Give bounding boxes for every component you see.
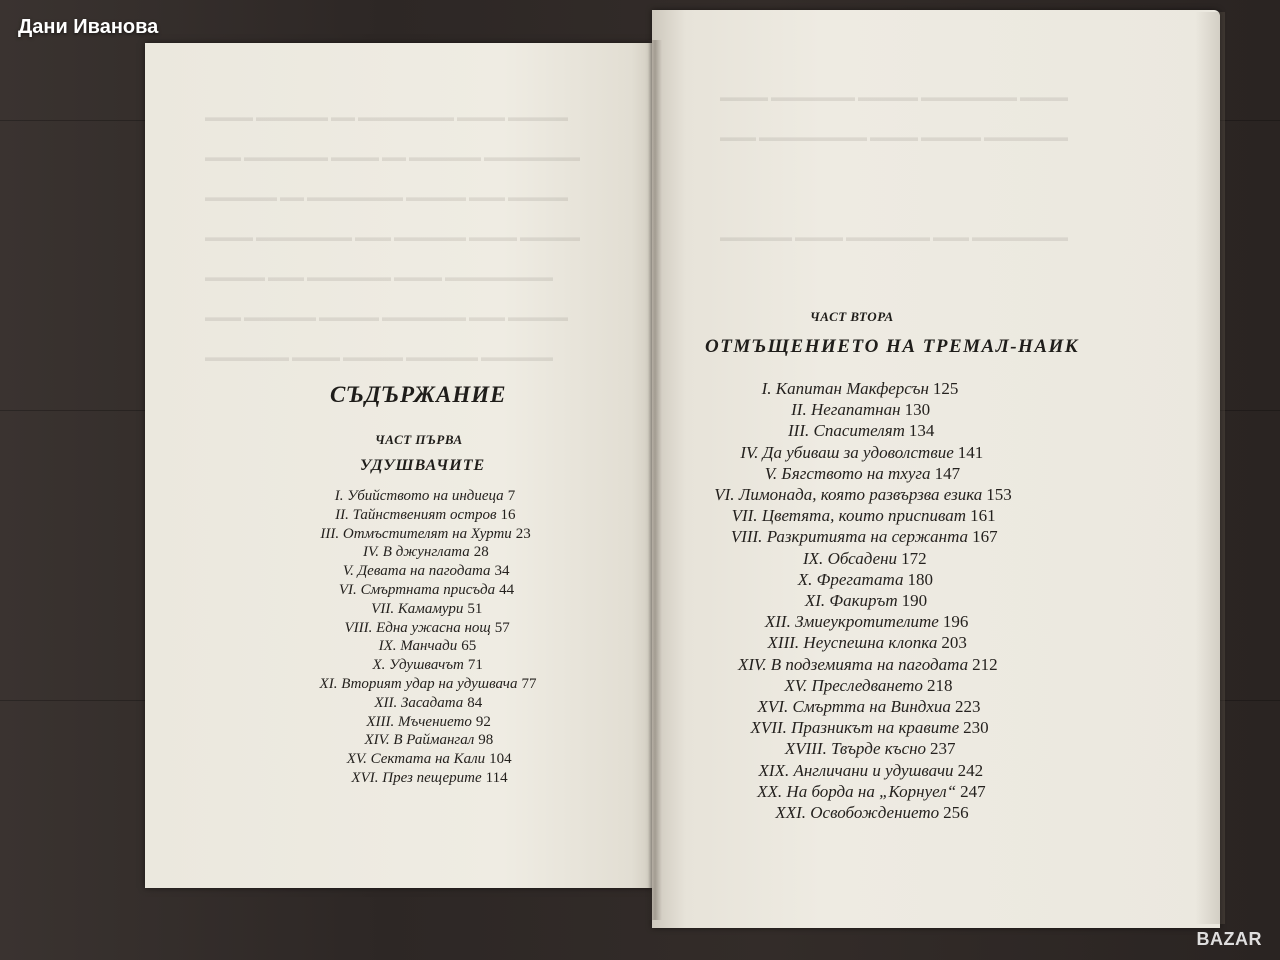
chapter-entry	[363, 544, 489, 561]
chapter-title: Камамури	[397, 600, 464, 617]
chapter-title: Бягството на тхуга	[781, 463, 931, 483]
chapter-entry	[374, 695, 482, 712]
chapter-page-number: 190	[901, 591, 928, 610]
chapter-title: В Раймангал	[393, 732, 475, 749]
chapter-page-number: 247	[960, 781, 986, 801]
chapter-entry	[366, 714, 490, 731]
chapter-title: В джунглата	[382, 544, 470, 561]
chapter-number: XXI.	[775, 803, 811, 822]
chapter-number: X.	[372, 657, 390, 674]
chapter-number: X.	[797, 569, 817, 589]
page-edge-shadow	[1195, 12, 1225, 924]
chapter-page-number: 161	[970, 506, 996, 526]
chapter-number: XIX.	[758, 760, 794, 780]
chapter-number: XI.	[319, 676, 342, 692]
chapter-title: Една ужасна нощ	[376, 619, 491, 636]
chapter-entry	[335, 488, 515, 505]
chapter-page-number: 141	[957, 442, 984, 462]
chapter-page-number: 218	[926, 675, 953, 695]
chapter-number: II.	[335, 506, 353, 523]
chapter-entry	[344, 620, 509, 637]
chapter-title: Смъртната присъда	[360, 582, 496, 598]
chapter-number: XVI.	[351, 770, 383, 786]
chapter-title: Капитан Макферсън	[775, 379, 929, 398]
chapter-title: Обсадени	[827, 548, 898, 568]
chapter-number: V.	[342, 563, 358, 580]
chapter-page-number: 242	[957, 760, 984, 780]
chapter-entry	[351, 770, 507, 787]
chapter-title: Негапатнан	[810, 400, 901, 420]
chapter-entry	[371, 601, 482, 618]
chapter-title: В подземията на пагодата	[770, 654, 969, 674]
chapter-page-number: 7	[507, 488, 516, 504]
chapter-number: VIII.	[344, 619, 377, 636]
chapter-number: XIV.	[737, 654, 771, 674]
chapter-title: Освобождението	[810, 803, 940, 822]
chapter-title: Цветята, които приспиват	[761, 506, 967, 526]
chapter-page-number: 71	[467, 657, 483, 674]
chapter-entry	[343, 563, 510, 580]
chapter-title: Фрегатата	[816, 569, 904, 589]
chapter-entry	[347, 751, 512, 768]
chapter-title: Спасителят	[813, 421, 905, 441]
chapter-entry	[762, 379, 959, 399]
chapter-entry	[379, 638, 477, 655]
chapter-page-number: 98	[478, 732, 494, 749]
chapter-page-number: 51	[467, 600, 483, 617]
chapter-title: Мъчението	[398, 713, 472, 730]
chapter-title: Манчади	[400, 638, 458, 655]
chapter-title: Англичани и удушвачи	[793, 760, 954, 780]
chapter-entry	[320, 526, 530, 543]
chapter-page-number: 16	[500, 506, 516, 523]
chapter-title: Да убиваш за удоволствие	[762, 442, 954, 462]
chapter-entry	[803, 549, 927, 569]
chapter-entry	[788, 421, 934, 441]
chapter-number: XVI.	[757, 697, 793, 716]
chapter-number: V.	[764, 463, 782, 483]
chapter-title: Празникът на кравите	[791, 718, 960, 738]
uploader-name-overlay: Дани Иванова	[18, 16, 159, 38]
chapter-number: XII.	[374, 694, 401, 711]
chapter-entry	[364, 732, 493, 749]
chapter-page-number: 84	[467, 694, 483, 711]
chapter-title: Девата на пагодата	[357, 563, 491, 580]
chapter-number: XII.	[764, 612, 796, 632]
chapter-number: VII.	[371, 600, 398, 617]
chapter-page-number: 92	[475, 713, 491, 730]
chapter-title: Вторият удар на удушвача	[341, 676, 518, 692]
chapter-page-number: 196	[942, 612, 969, 632]
chapter-title: Твърде късно	[831, 739, 927, 759]
chapter-page-number: 34	[494, 563, 510, 580]
chapter-entry	[738, 655, 998, 675]
chapter-entry	[768, 633, 967, 653]
chapter-entry	[740, 443, 983, 463]
chapter-title: Тайнственият остров	[352, 506, 497, 523]
chapter-page-number: 104	[489, 751, 512, 768]
chapter-entry	[759, 761, 984, 781]
chapter-number: III.	[788, 421, 814, 441]
chapter-title: Смъртта на Виндхиа	[792, 697, 951, 716]
chapter-number: IX.	[803, 548, 828, 568]
chapter-number: XVII.	[750, 718, 792, 738]
chapter-page-number: 180	[907, 569, 933, 589]
chapter-entry	[339, 582, 514, 599]
chapter-page-number: 65	[461, 638, 477, 655]
part1-title: УДУШВАЧИТЕ	[360, 457, 486, 474]
chapter-page-number: 230	[963, 718, 989, 738]
chapter-page-number: 203	[941, 633, 967, 653]
chapter-number: VII.	[731, 506, 762, 526]
chapter-number: VIII.	[730, 527, 767, 547]
chapter-entry	[757, 782, 986, 802]
chapter-title: През пещерите	[382, 770, 482, 786]
chapter-entry	[798, 570, 933, 590]
chapter-number: XIII.	[366, 713, 398, 730]
chapter-page-number: 28	[473, 544, 489, 561]
chapter-number: XI.	[804, 591, 830, 610]
chapter-number: XX.	[757, 781, 787, 801]
chapter-title: Неуспешна клопка	[803, 633, 938, 653]
chapter-page-number: 223	[954, 697, 981, 716]
chapter-number: IX.	[378, 638, 401, 655]
chapter-page-number: 44	[499, 582, 515, 598]
chapter-number: I.	[761, 379, 776, 398]
chapter-number: III.	[320, 525, 343, 542]
chapter-entry	[784, 676, 952, 696]
chapter-entry	[335, 507, 515, 524]
chapter-entry	[758, 697, 981, 717]
chapter-title: Факирът	[829, 591, 898, 610]
chapter-title: Разкритията на сержанта	[766, 527, 969, 547]
part2-title: ОТМЪЩЕНИЕТО НА ТРЕМАЛ-НАИК	[705, 336, 1080, 357]
chapter-number: I.	[334, 488, 348, 504]
chapter-entry	[775, 803, 968, 823]
book-gutter	[648, 40, 662, 920]
chapter-entry	[732, 506, 996, 526]
chapter-page-number: 153	[986, 485, 1012, 504]
part1-label: ЧАСТ ПЪРВА	[375, 432, 463, 447]
chapter-number: IV.	[740, 442, 763, 462]
chapter-entry	[805, 591, 927, 611]
chapter-number: VI.	[338, 582, 361, 598]
brand-watermark-logo: BAZAR	[1196, 929, 1262, 949]
chapter-number: II.	[791, 400, 811, 420]
chapter-number: XIII.	[767, 633, 804, 653]
chapter-entry	[791, 400, 930, 420]
chapter-title: Сектата на Кали	[370, 751, 486, 768]
chapter-page-number: 134	[908, 421, 935, 441]
chapter-page-number: 212	[972, 654, 998, 674]
chapter-number: XV.	[346, 751, 371, 768]
chapter-title: Отмъстителят на Хурти	[342, 525, 512, 542]
chapter-page-number: 172	[901, 548, 927, 568]
chapter-number: VI.	[714, 485, 739, 504]
toc-title: СЪДЪРЖАНИЕ	[330, 382, 507, 407]
chapter-title: Убийството на индиеца	[347, 488, 504, 504]
chapter-page-number: 125	[932, 379, 959, 398]
chapter-entry	[785, 739, 956, 759]
chapter-page-number: 237	[930, 739, 956, 759]
chapter-title: Удушвачът	[389, 657, 464, 674]
chapter-title: Засадата	[400, 694, 464, 711]
chapter-entry	[714, 485, 1011, 505]
chapter-entry	[751, 718, 989, 738]
chapter-entry	[731, 527, 998, 547]
chapter-number: XV.	[784, 675, 812, 695]
chapter-number: XVIII.	[784, 739, 832, 759]
chapter-page-number: 114	[485, 770, 508, 786]
chapter-title: Лимонада, която развързва езика	[738, 485, 983, 504]
chapter-page-number: 23	[515, 525, 531, 542]
chapter-page-number: 167	[972, 527, 998, 547]
part2-label: ЧАСТ ВТОРА	[810, 309, 894, 324]
chapter-page-number: 256	[943, 803, 969, 822]
chapter-title: На борда на „Корнуел“	[786, 781, 957, 801]
chapter-page-number: 57	[494, 619, 510, 636]
chapter-page-number: 77	[521, 676, 537, 692]
chapter-entry	[765, 464, 960, 484]
chapter-number: IV.	[363, 544, 383, 561]
chapter-entry	[372, 657, 482, 674]
chapter-title: Змиеукротителите	[795, 612, 939, 632]
chapter-number: XIV.	[364, 732, 394, 749]
chapter-page-number: 147	[934, 463, 961, 483]
chapter-entry	[765, 612, 968, 632]
chapter-title: Преследването	[811, 675, 923, 695]
chapter-page-number: 130	[904, 400, 931, 420]
chapter-entry	[320, 676, 537, 693]
